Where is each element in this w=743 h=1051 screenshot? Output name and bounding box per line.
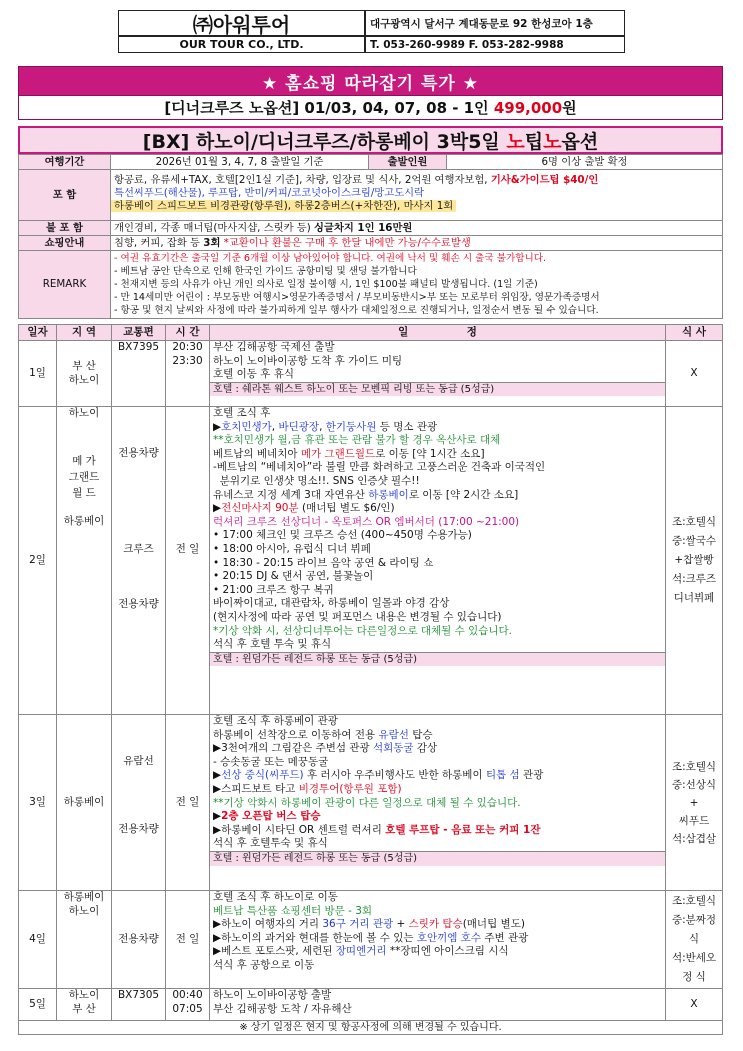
include-value bbox=[111, 170, 723, 221]
day5-row bbox=[19, 989, 723, 1021]
promo-subtitle: [디너크루즈 노옵션] 01/03, 04, 07, 08 - 1인 bbox=[164, 99, 494, 117]
day5-schedule bbox=[210, 989, 666, 1021]
header-schedule: 일 정 bbox=[210, 325, 666, 341]
product-title-opt: 옵션 bbox=[561, 130, 599, 153]
day5-region bbox=[57, 989, 112, 1021]
header-time: 시 간 bbox=[166, 325, 210, 341]
day2-time bbox=[166, 407, 210, 715]
day5-line-2: 부산 김해공항 도착 / 자유해산 bbox=[213, 1002, 352, 1015]
promo-banner bbox=[18, 66, 723, 96]
day2-region-world: 월 드 bbox=[72, 486, 96, 499]
day3-line-5: ▶선상 중식(씨푸드) 후 러시아 우주비행사도 반한 하롱베이 티톱 섬 관광 bbox=[213, 769, 544, 782]
day2-line-2: ▶호치민생가, 바딘광장, 한기둥사원 등 명소 관광 bbox=[213, 420, 438, 433]
day3-row bbox=[19, 715, 723, 891]
day3-schedule bbox=[210, 715, 666, 891]
day1-meal: X bbox=[666, 341, 723, 407]
day2-line-12: • 18:30 - 20:15 라이브 음악 공연 & 라이팅 쇼 bbox=[213, 556, 434, 569]
day2-line-1: 호텔 조식 후 bbox=[213, 407, 271, 419]
day5-region-1: 하노이 bbox=[68, 989, 100, 1001]
day4-meal-1: 조:호텔식 bbox=[671, 895, 717, 907]
single-charge: 싱글차지 1인 16만원 bbox=[314, 221, 413, 234]
day2-line-16: (현지사정에 따라 공연 및 퍼포먼스 내용은 변경될 수 있습니다) bbox=[213, 610, 502, 623]
day4-label: 4일 bbox=[19, 891, 57, 989]
exclude-label: 불 포 함 bbox=[19, 221, 111, 236]
header-transport: 교통편 bbox=[112, 325, 166, 341]
company-address: 대구광역시 달서구 계대동문로 92 한성코아 1층 bbox=[370, 17, 593, 30]
remark-value bbox=[111, 251, 723, 319]
day2-region-grand: 그랜드 bbox=[68, 470, 100, 483]
day4-line-2: 베트남 특산품 쇼핑센터 방문 - 3회 bbox=[213, 904, 373, 917]
shop-label: 쇼핑안내 bbox=[19, 236, 111, 251]
day1-schedule bbox=[210, 341, 666, 407]
day4-schedule bbox=[210, 891, 666, 989]
day1-region-2: 하노이 bbox=[68, 373, 100, 386]
day2-meal bbox=[666, 407, 723, 715]
day2-meal-3: +찹쌀빵 bbox=[674, 554, 714, 566]
promo-price: 499,000 bbox=[493, 99, 563, 117]
product-title-no2: 노 bbox=[543, 130, 562, 153]
day2-line-6: 분위기로 인생샷 명소!!. SNS 인증샷 필수!! bbox=[213, 474, 420, 487]
period-value: 2026년 01월 3, 4, 7, 8 출발일 기준 bbox=[111, 155, 369, 170]
company-name-en-box bbox=[118, 36, 365, 53]
day2-line-9: 럭셔리 크루즈 선상디너 - 옥토퍼스 OR 엠버서더 (17:00 ~21:00) bbox=[213, 515, 520, 528]
period-label: 여행기간 bbox=[19, 155, 111, 170]
day3-meal-3: 씨푸드 bbox=[678, 814, 710, 827]
exclude-text: 개인경비, 각종 매너팁(마사지샵, 스릿카 등) bbox=[114, 221, 315, 234]
day5-meal: X bbox=[666, 989, 723, 1021]
people-label: 출발인원 bbox=[369, 155, 447, 170]
promo-subtitle-box bbox=[18, 96, 723, 120]
day4-line-3: ▶하노이 여행자의 거리 36구 거리 관광 + 스릿카 탑승(매너팁 별도) bbox=[213, 918, 525, 931]
footnote-row bbox=[19, 1021, 723, 1035]
footnote: ※ 상기 일정은 현지 및 항공사정에 의해 변경될 수 있습니다. bbox=[19, 1021, 723, 1035]
day2-hotel: 호텔 : 윈덤가든 레전드 하롱 또는 동급 (5성급) bbox=[210, 652, 665, 667]
day2-line-17: *기상 악화 시, 선상디너투어는 다른일정으로 대체될 수 있습니다. bbox=[213, 624, 513, 637]
product-title: [BX] 하노이/디너크루즈/하롱베이 3박5일 bbox=[142, 130, 507, 153]
company-contact-box bbox=[365, 36, 625, 53]
day3-line-8: ▶2층 오픈탑 버스 탑승 bbox=[213, 810, 321, 823]
day2-line-15: 바이짜이대교, 대관람차, 하롱베이 일몰과 야경 감상 bbox=[213, 597, 450, 610]
day2-meal-2: 중:쌀국수 bbox=[671, 535, 717, 547]
company-name-en: OUR TOUR CO., LTD. bbox=[179, 38, 304, 51]
day1-line-2: 하노이 노이바이공항 도착 후 가이드 미팅 bbox=[213, 354, 403, 367]
company-address-box bbox=[365, 10, 625, 36]
day3-line-1: 호텔 조식 후 하롱베이 관광 bbox=[213, 715, 338, 727]
day2-region-megagrand bbox=[59, 453, 109, 501]
day3-region: 하롱베이 bbox=[57, 715, 112, 891]
day1-time-1: 20:30 bbox=[172, 341, 203, 353]
day4-row bbox=[19, 891, 723, 989]
include-line2: 특선씨푸드(해산물), 루프탑, 반미/커피/코코넛아이스크림/망고도시락 bbox=[114, 186, 425, 199]
promo-banner-title: ★ 홈쇼핑 따라잡기 특가 ★ bbox=[262, 73, 479, 94]
day2-line-4: 베트남의 베네치아 메가 그랜드월드로 이동 [약 1시간 소요] bbox=[213, 447, 485, 460]
day2-meal-1: 조:호텔식 bbox=[671, 516, 717, 528]
remark-label: REMARK bbox=[19, 251, 111, 319]
day2-transport-3: 전용차량 bbox=[118, 598, 159, 611]
people-value: 6명 이상 출발 확정 bbox=[447, 155, 723, 170]
itinerary-header-row bbox=[19, 325, 723, 341]
day4-region bbox=[57, 891, 112, 989]
day2-time-label: 전 일 bbox=[175, 543, 200, 555]
day4-region-2: 하노이 bbox=[68, 904, 100, 917]
day2-line-3: **호치민생가 월,금 휴관 또는 관람 불가 할 경우 옥산사로 대체 bbox=[213, 434, 501, 447]
day3-meal bbox=[666, 715, 723, 891]
day1-times bbox=[166, 341, 210, 407]
day4-meal-4: 정 식 bbox=[682, 971, 706, 983]
day3-meal-2: 중:선상식+ bbox=[671, 778, 717, 809]
info-table bbox=[18, 154, 723, 319]
day5-time-2: 07:05 bbox=[172, 1002, 203, 1015]
header-day: 일자 bbox=[19, 325, 57, 341]
day2-line-13: • 20:15 DJ & 댄서 공연, 불꽃놀이 bbox=[213, 570, 374, 583]
day4-meal-3: 석:반세오 bbox=[671, 952, 717, 964]
day3-transport bbox=[112, 715, 166, 891]
day5-region-2: 부 산 bbox=[72, 1002, 96, 1015]
day3-label: 3일 bbox=[19, 715, 57, 891]
day3-line-6: ▶스피드보트 타고 비경투어(항루원 포함) bbox=[213, 782, 402, 795]
day3-transport-2: 전용차량 bbox=[118, 822, 159, 835]
remark-line-1: - 여권 유효기간은 출국일 기준 6개월 이상 남아있어야 합니다. 여권에 낙서 및 훼손 시 출국 불가합니다. bbox=[114, 253, 547, 264]
day1-time-2: 23:30 bbox=[172, 354, 203, 367]
product-title-tip: 팁 bbox=[524, 130, 544, 153]
include-guide-tip: 기사&가이드팁 $40/인 bbox=[490, 173, 599, 186]
day4-region-1: 하롱베이 bbox=[63, 891, 105, 903]
day4-transport: 전용차량 bbox=[112, 891, 166, 989]
day2-transport-1: 전용차량 bbox=[118, 447, 159, 459]
promo-price-unit: 원 bbox=[562, 99, 577, 117]
include-line3: 하롱베이 스피드보트 비경관광(항루원), 하롱2층버스(+차한잔), 마사지 1회 bbox=[111, 200, 456, 213]
day1-label: 1일 bbox=[19, 341, 57, 407]
remark-line-2: - 베트남 공안 단속으로 인해 한국인 가이드 공항미팅 및 샌딩 불가합니다 bbox=[114, 266, 417, 277]
day5-time-1: 00:40 bbox=[172, 989, 203, 1001]
company-contact: T. 053-260-9989 F. 053-282-9988 bbox=[370, 38, 564, 51]
day2-transport-2: 크루즈 bbox=[123, 542, 154, 555]
company-name-box bbox=[118, 10, 365, 36]
day2-region bbox=[57, 407, 112, 715]
itinerary-table bbox=[18, 324, 723, 1035]
day5-times bbox=[166, 989, 210, 1021]
day2-region-hanoi: 하노이 bbox=[68, 407, 100, 419]
day3-line-4: - 승솟동굴 또는 메꿍동굴 bbox=[213, 755, 329, 768]
day2-meal-5: 디너뷔페 bbox=[673, 592, 715, 604]
day2-line-10: • 17:00 체크인 및 크루즈 승선 (400~450명 수용가능) bbox=[213, 529, 472, 542]
include-line1: 항공료, 유류세+TAX, 호텔[2인1실 기준], 차량, 입장료 및 식사, 2억원 여행자보험, bbox=[114, 173, 491, 186]
shop-refund-note: *교환이나 환불은 구매 후 한달 내에만 가능/수수료발생 bbox=[220, 236, 471, 249]
day4-line-1: 호텔 조식 후 하노이로 이동 bbox=[213, 891, 338, 903]
day3-line-3: ▶3천여개의 그림같은 주변섬 관광 석회동굴 감상 bbox=[213, 742, 438, 755]
day2-region-halong: 하롱베이 bbox=[63, 514, 105, 527]
day1-region bbox=[57, 341, 112, 407]
day3-meal-4: 석:삼겹살 bbox=[671, 832, 717, 845]
day3-hotel: 호텔 : 윈덤가든 레전드 하롱 또는 동급 (5성급) bbox=[210, 851, 665, 866]
day2-line-14: • 21:00 크루즈 항구 복귀 bbox=[213, 583, 334, 596]
day2-line-11: • 18:00 아시아, 유럽식 디너 뷔페 bbox=[213, 542, 371, 555]
day4-line-6: 석식 후 공항으로 이동 bbox=[213, 958, 315, 971]
day4-meal bbox=[666, 891, 723, 989]
remark-line-5: - 항공 및 현지 날씨와 사정에 따라 불가피하게 일부 행사가 대체일정으로 진행되거나, 일정순서 변동 될 수 있습니다. bbox=[114, 305, 599, 316]
header-meal: 식 사 bbox=[666, 325, 723, 341]
remark-line-4: - 만 14세미만 어린이 : 부모동반 여행시>영문가족증명서 / 부모비동반시>부 또는 모로부터 위임장, 영문가족증명서 bbox=[114, 292, 600, 303]
day2-line-7: 유네스코 지정 세계 3대 자연유산 하롱베이로 이동 [약 2시간 소요] bbox=[213, 488, 519, 501]
day2-meal-4: 석:크루즈 bbox=[671, 573, 717, 585]
day1-line-3: 호텔 이동 후 휴식 bbox=[213, 368, 295, 381]
day4-line-5: ▶베스트 포토스팟, 세련된 장띠엔거리 **장띠엔 아이스크림 시식 bbox=[213, 945, 509, 958]
day2-transport bbox=[112, 407, 166, 715]
day4-line-4: ▶하노이의 과거와 현대를 한눈에 볼 수 있는 호안끼엠 호수 주변 관광 bbox=[213, 931, 529, 944]
day2-row bbox=[19, 407, 723, 715]
day5-transport: BX7305 bbox=[112, 989, 166, 1021]
day3-line-10: 석식 후 호텔투숙 및 휴식 bbox=[213, 837, 328, 850]
day2-line-5: -베트남의 “베네치아”라 불릴 만큼 화려하고 고풍스러운 건축과 이국적인 bbox=[213, 461, 546, 474]
day3-transport-1: 유람선 bbox=[123, 755, 154, 767]
day1-hotel: 호텔 : 쉐라톤 웨스트 하노이 또는 모벤픽 리빙 또는 동급 (5성급) bbox=[210, 382, 665, 397]
day4-time: 전 일 bbox=[166, 891, 210, 989]
day2-region-mega: 메 가 bbox=[72, 454, 96, 467]
product-title-box bbox=[18, 126, 723, 154]
day5-label: 5일 bbox=[19, 989, 57, 1021]
remark-line-3: - 천재지변 등의 사유가 아닌 개인 의사로 일정 불이행 시, 1인 $100불 패널티 발생됩니다. (1일 기준) bbox=[114, 279, 538, 290]
day2-schedule bbox=[210, 407, 666, 715]
day3-line-7: **기상 악화시 하롱베이 관광이 다른 일정으로 대체 될 수 있습니다. bbox=[213, 796, 521, 809]
day2-label: 2일 bbox=[19, 407, 57, 715]
day4-meal-2: 중:분짜정식 bbox=[671, 914, 717, 945]
day2-line-8: ▶전신마사지 90분 (매너팁 별도 $6/인) bbox=[213, 502, 395, 515]
day2-line-18: 석식 후 호텔 투숙 및 휴식 bbox=[213, 638, 332, 651]
day1-transport: BX7395 bbox=[112, 341, 166, 407]
shop-count: 3회 bbox=[203, 236, 221, 249]
header-region: 지 역 bbox=[57, 325, 112, 341]
day1-row bbox=[19, 341, 723, 407]
day5-line-1: 하노이 노이바이공항 출발 bbox=[213, 989, 332, 1001]
include-label: 포 함 bbox=[19, 170, 111, 221]
shop-text: 침향, 커피, 잡화 등 bbox=[114, 236, 204, 249]
day1-region-1: 부 산 bbox=[72, 359, 96, 372]
company-name: ㈜아워투어 bbox=[192, 12, 291, 37]
day3-line-9: ▶하롱베이 시타딘 OR 센트럴 럭셔리 호텔 루프탑 - 음료 또는 커피 1잔 bbox=[213, 823, 541, 836]
day3-time: 전 일 bbox=[166, 715, 210, 891]
exclude-value bbox=[111, 221, 723, 236]
shop-value bbox=[111, 236, 723, 251]
day1-line-1: 부산 김해공항 국제선 출발 bbox=[213, 341, 335, 353]
product-title-no1: 노 bbox=[506, 130, 525, 153]
day3-meal-1: 조:호텔식 bbox=[671, 760, 717, 773]
day3-line-2: 하롱베이 선착장으로 이동하여 전용 유람선 탑승 bbox=[213, 728, 433, 741]
